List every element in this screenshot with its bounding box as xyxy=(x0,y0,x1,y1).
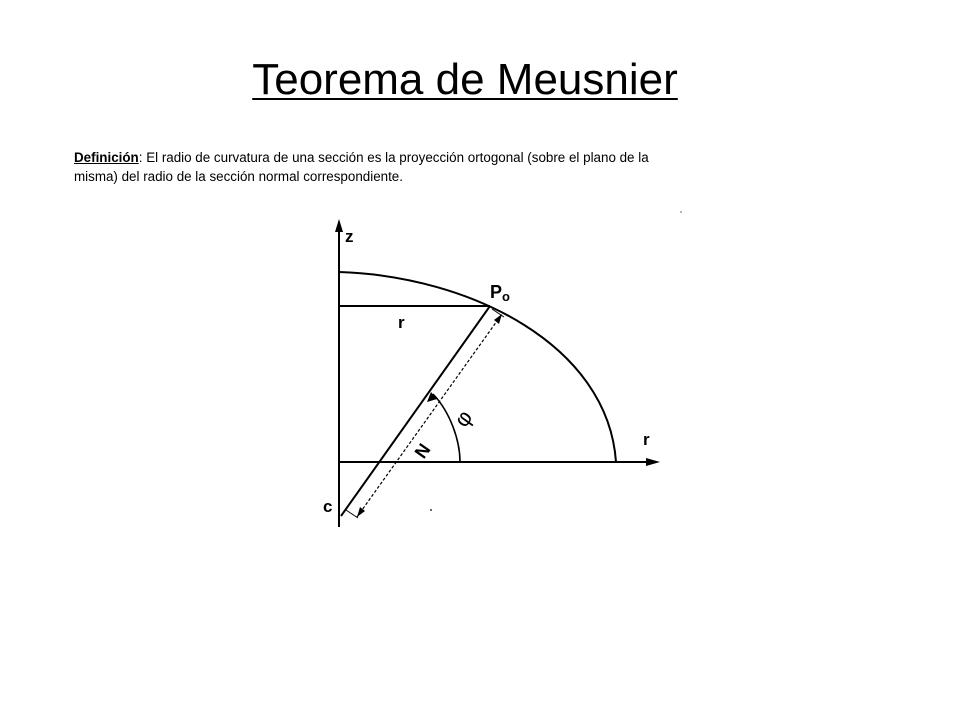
angle-arc xyxy=(433,394,460,462)
definition-term: Definición xyxy=(74,150,139,165)
normal-label: N xyxy=(410,439,435,463)
point-label-subscript: o xyxy=(502,289,510,304)
z-axis-label: z xyxy=(345,227,354,246)
r-axis-label: r xyxy=(643,430,650,449)
r-axis-arrowhead xyxy=(646,458,660,466)
scan-speck xyxy=(430,509,432,511)
point-label-main: P xyxy=(490,282,503,302)
center-label: c xyxy=(323,497,333,516)
slide-title: Teorema de Meusnier xyxy=(252,55,678,104)
dimension-arrow-top xyxy=(494,314,502,324)
normal-line xyxy=(341,306,490,516)
scan-speck xyxy=(680,211,681,212)
radius-label: r xyxy=(398,313,405,332)
normal-dimension-line xyxy=(357,314,502,517)
meridian-arc xyxy=(339,272,616,462)
dimension-extension-bottom xyxy=(346,510,358,518)
point-label xyxy=(490,282,510,304)
angle-label: φ xyxy=(448,405,478,432)
definition-text: El radio de curvatura de una sección es la proyección ortogonal (sobre el plano de la misma) del radio de la sección normal correspondiente. xyxy=(74,150,649,184)
definition-separator: : xyxy=(138,150,147,165)
z-axis-arrowhead xyxy=(335,219,343,232)
